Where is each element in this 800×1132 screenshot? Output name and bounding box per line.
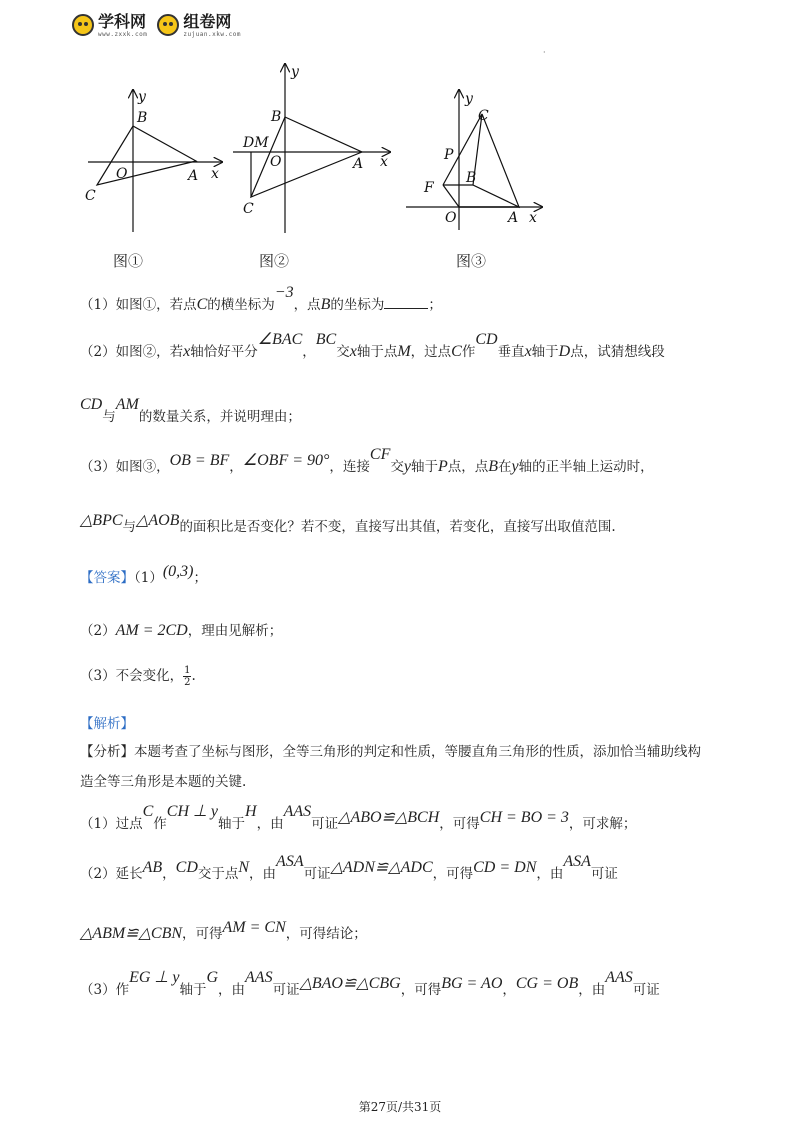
label-p: P xyxy=(444,147,454,163)
answer-line-2: （2）AM = 2CD，理由见解析； xyxy=(80,622,283,639)
question-3-line-2: △BPC与△AOB的面积比是否变化？若不变，直接写出其值，若变化，直接写出取值范围. xyxy=(80,512,616,535)
label-x: x xyxy=(529,210,537,226)
fraction: $\frac{1}{2}$ xyxy=(184,665,191,688)
analysis-step-2-line-2: △ABM≌△CBN，可得AM = CN，可得结论； xyxy=(80,919,367,942)
question-2-line-2: CD与AM的数量关系，并说明理由； xyxy=(80,396,301,425)
page-number: 第27页/共31页 xyxy=(358,1100,442,1114)
segment-fo xyxy=(443,185,459,207)
label-o: O xyxy=(445,210,457,226)
answer-blank[interactable] xyxy=(384,298,428,309)
label-f: F xyxy=(424,180,434,196)
answer-line-3: （3）不会变化，$\frac{1}{2}$ . xyxy=(80,665,196,688)
label-y: y xyxy=(465,91,473,107)
analysis-tag: 【解析】 xyxy=(80,716,134,732)
label-b: B xyxy=(466,170,477,186)
label-o: O xyxy=(116,166,128,182)
triangle-abc xyxy=(97,126,199,185)
figure-2-caption: 图② xyxy=(259,252,290,270)
label-y: y xyxy=(291,64,299,80)
label-y: y xyxy=(138,89,146,105)
question-1: （1）如图①，若点C的横坐标为−3，点B的坐标为 ； xyxy=(80,284,442,313)
label-a: A xyxy=(353,156,364,172)
mascot-icon xyxy=(157,14,179,36)
figure-1-caption: 图① xyxy=(113,252,144,270)
logo-text: 组卷网 xyxy=(183,12,232,31)
label-a: A xyxy=(188,168,199,184)
logo-subtext: zujuan.xkw.com xyxy=(183,31,241,38)
label-x: x xyxy=(380,154,388,170)
mascot-icon xyxy=(72,14,94,36)
figure-2 xyxy=(225,58,395,238)
question-3-line-1: （3）如图③，OB = BF，∠OBF = 90°，连接CF交y轴于P点，点B在y轴的正半轴上运动时， xyxy=(80,446,654,475)
analysis-summary-line-2: 造全等三角形是本题的关键. xyxy=(80,774,247,790)
label-b: B xyxy=(137,110,148,126)
analysis-step-1: （1）过点C作CH ⊥ y轴于H，由AAS可证△ABO≌△BCH，可得CH = BO = 3，可求解； xyxy=(80,803,637,832)
answer-tag: 【答案】 xyxy=(80,570,134,586)
label-dm: DM xyxy=(243,135,269,151)
analysis-summary-line-1: 【分析】本题考查了坐标与图形，全等三角形的判定和性质，等腰直角三角形的性质，添加恰当辅助线构 xyxy=(80,744,701,760)
logo-zujuanwang[interactable] xyxy=(157,12,241,38)
logo-xuekewang[interactable] xyxy=(72,12,147,38)
analysis-step-2-line-1: （2）延长AB，CD交于点N，由ASA可证△ADN≌△ADC，可得CD = DN，由ASA可证 xyxy=(80,853,618,882)
label-c: C xyxy=(85,188,96,204)
header-logos xyxy=(72,12,241,38)
analysis-step-3: （3）作EG ⊥ y轴于G，由AAS可证△BAO≌△CBG，可得BG = AO，CG = OB，由AAS可证 xyxy=(80,969,660,998)
label-c: C xyxy=(478,108,489,124)
question-2-line-1: （2）如图②，若x轴恰好平分∠BAC，BC交x轴于点M，过点C作CD垂直x轴于D点，试猜想线段 xyxy=(80,331,665,360)
label-a: A xyxy=(508,210,519,226)
figure-3 xyxy=(400,85,560,245)
logo-subtext: www.zxxk.com xyxy=(98,31,148,38)
label-b: B xyxy=(271,109,282,125)
label-x: x xyxy=(211,166,219,182)
answer-line-1: 【答案】（1）(0,3)； xyxy=(80,563,207,586)
stray-dot: · xyxy=(543,48,546,57)
logo-text: 学科网 xyxy=(98,12,147,31)
figure-3-caption: 图③ xyxy=(456,252,487,270)
label-c: C xyxy=(243,201,254,217)
triangle-abc xyxy=(473,114,519,207)
triangle-abc xyxy=(251,117,362,197)
figure-1 xyxy=(80,85,240,245)
label-o: O xyxy=(270,154,282,170)
